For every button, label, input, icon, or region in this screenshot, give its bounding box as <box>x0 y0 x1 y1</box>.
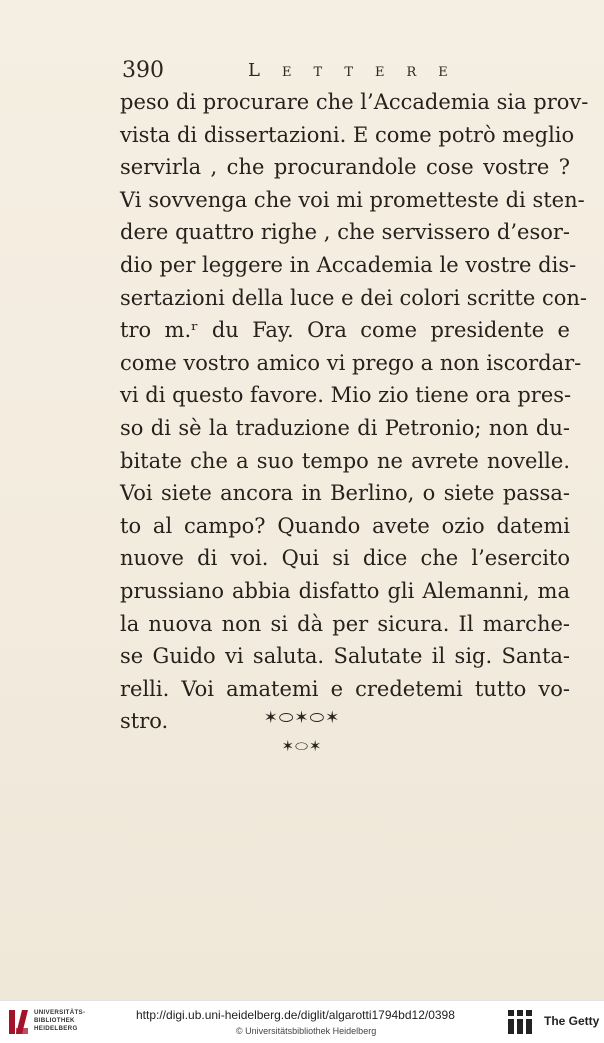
text-line: la nuova non si dà per sicura. Il marche- <box>120 611 570 636</box>
text-line: so di sè la traduzione di Petronio; non du- <box>120 415 570 440</box>
page-number: 390 <box>122 58 164 83</box>
text-line: vista di dissertazioni. E come potrò meglio <box>120 122 575 147</box>
text-line: dio per leggere in Accademia le vostre dis- <box>120 252 577 277</box>
text-line: Voi siete ancora in Berlino, o siete passa- <box>120 481 570 506</box>
university-library-name: UNIVERSITÄTS- BIBLIOTHEK HEIDELBERG <box>34 1009 86 1032</box>
text-line: sertazioni della luce e dei colori scritte con- <box>120 285 588 310</box>
text-line: relli. Voi amatemi e credetemi tutto vo- <box>120 676 570 701</box>
text-line: prussiano abbia disfatto gli Alemanni, ma <box>120 578 570 603</box>
text-line: come vostro amico vi prego a non iscordar- <box>120 350 582 375</box>
text-line: tro m.ʳ du Fay. Ora come presidente e <box>120 318 570 343</box>
university-library-logo-icon[interactable] <box>8 1008 30 1036</box>
text-line: to al campo? Quando avete ozio datemi <box>120 513 570 538</box>
text-line: dere quattro righe , che servissero d’esor- <box>120 220 570 245</box>
text-line: bitate che a suo tempo ne avrete novelle. <box>120 448 570 473</box>
text-line-last: stro. <box>120 709 169 734</box>
getty-label: The Getty <box>544 1014 600 1028</box>
text-line: Vi sovvenga che voi mi prometteste di sten- <box>120 187 585 212</box>
text-line: nuove di voi. Qui si dice che l’esercito <box>120 546 570 571</box>
text-line: servirla , che procurandole cose vostre ? <box>120 155 570 180</box>
viewer-footer <box>0 1000 604 1043</box>
copyright-notice: © Universitätsbibliothek Heidelberg <box>236 1026 377 1036</box>
ornament-divider-upper: ✶⬭✶⬭✶ <box>263 708 341 728</box>
permalink-url[interactable]: http://digi.ub.uni-heidelberg.de/diglit/algarotti1794bd12/0398 <box>136 1008 455 1022</box>
getty-logo-icon[interactable] <box>507 1009 533 1035</box>
page-header <box>122 58 582 86</box>
text-line: vi di questo favore. Mio zio tiene ora pres- <box>120 383 572 408</box>
text-line: peso di procurare che l’Accademia sia prov- <box>120 90 589 114</box>
text-line: se Guido vi saluta. Salutate il sig. Santa- <box>120 644 570 669</box>
letter-text <box>120 86 589 738</box>
running-title: Lettere <box>248 60 470 81</box>
ornament-divider-lower: ✶⬭✶ <box>281 737 323 755</box>
